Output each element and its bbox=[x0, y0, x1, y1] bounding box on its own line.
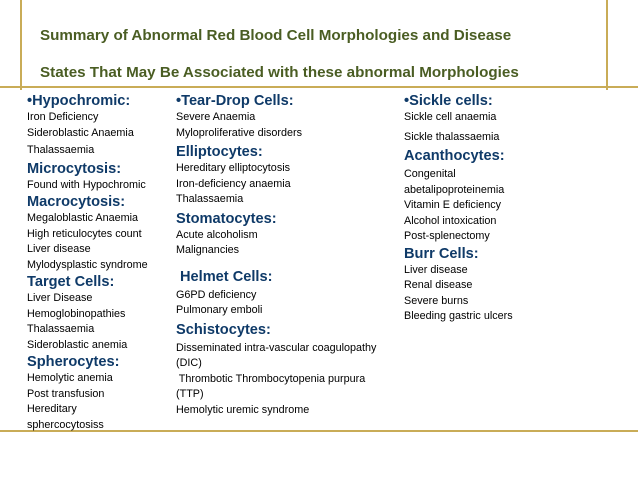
list-item: Found with Hypochromic bbox=[27, 178, 146, 191]
list-item: Thalassaemia bbox=[27, 144, 95, 156]
list-item: Severe burns bbox=[404, 294, 469, 307]
list-item: Sideroblastic anemia bbox=[27, 338, 128, 351]
list-item: Hemoglobinopathies bbox=[27, 307, 126, 320]
heading-microcytosis: Microcytosis: bbox=[27, 160, 122, 177]
list-item: High reticulocytes count bbox=[27, 227, 142, 240]
left-accent-line bbox=[20, 0, 22, 90]
list-item: Post transfusion bbox=[27, 387, 105, 400]
list-item: Malignancies bbox=[176, 244, 240, 256]
list-item: Megaloblastic Anaemia bbox=[27, 212, 139, 224]
slide-title-line-1: Summary of Abnormal Red Blood Cell Morphologies and Disease bbox=[40, 27, 512, 44]
list-item: Renal disease bbox=[404, 279, 473, 291]
list-item: Post-splenectomy bbox=[404, 230, 490, 242]
list-item: Liver Disease bbox=[27, 292, 93, 304]
list-item: (DIC) bbox=[176, 357, 202, 369]
list-item: Myloproliferative disorders bbox=[176, 126, 303, 139]
list-item: Sickle thalassaemia bbox=[404, 130, 500, 143]
list-item: Liver disease bbox=[27, 243, 91, 255]
heading-tear-drop-cells: •Tear-Drop Cells: bbox=[176, 93, 294, 109]
heading-stomatocytes: Stomatocytes: bbox=[176, 210, 277, 227]
heading-spherocytes: Spherocytes: bbox=[27, 354, 120, 370]
heading-acanthocytes: Acanthocytes: bbox=[404, 148, 505, 164]
column-3 bbox=[404, 92, 513, 325]
list-item: Hereditary bbox=[27, 403, 77, 415]
list-item: Iron Deficiency bbox=[27, 111, 99, 123]
list-item: Liver disease bbox=[404, 263, 468, 276]
list-item: Sideroblastic Anaemia bbox=[27, 126, 134, 139]
list-item: Hemolytic uremic syndrome bbox=[176, 403, 310, 416]
list-item: Thalassaemia bbox=[176, 193, 244, 205]
heading-sickle-cells: •Sickle cells: bbox=[404, 93, 493, 109]
right-accent-line bbox=[606, 0, 608, 90]
list-item: Acute alcoholism bbox=[176, 228, 258, 241]
list-item: Mylodysplastic syndrome bbox=[27, 258, 148, 271]
list-item: Severe Anaemia bbox=[176, 111, 256, 123]
heading-macrocytosis: Macrocytosis: bbox=[27, 194, 126, 210]
list-item: Thalassaemia bbox=[27, 323, 95, 335]
list-item: Pulmonary emboli bbox=[176, 304, 263, 316]
heading-target-cells: Target Cells: bbox=[27, 274, 115, 290]
column-2 bbox=[176, 92, 376, 418]
list-item: Hereditary elliptocytosis bbox=[176, 162, 291, 174]
list-item: (TTP) bbox=[176, 388, 204, 400]
heading-elliptocytes: Elliptocytes: bbox=[176, 144, 263, 160]
column-1 bbox=[27, 92, 148, 433]
list-item: Congenital bbox=[404, 168, 456, 180]
list-item: sphercocytosiss bbox=[27, 418, 104, 431]
heading-burr-cells: Burr Cells: bbox=[404, 245, 479, 262]
heading-schistocytes: Schistocytes: bbox=[176, 321, 271, 338]
top-rule bbox=[0, 86, 638, 88]
list-item: Vitamin E deficiency bbox=[404, 199, 502, 211]
list-item: Iron-deficiency anaemia bbox=[176, 177, 291, 190]
heading-helmet-cells: Helmet Cells: bbox=[180, 268, 273, 285]
list-item: Hemolytic anemia bbox=[27, 372, 113, 384]
heading-hypochromic: •Hypochromic: bbox=[27, 93, 131, 109]
list-item: Thrombotic Thrombocytopenia purpura bbox=[176, 372, 366, 385]
list-item: G6PD deficiency bbox=[176, 288, 257, 301]
slide-title-line-2: States That May Be Associated with these abnormal Morphologies bbox=[40, 64, 519, 81]
list-item: Bleeding gastric ulcers bbox=[404, 310, 513, 322]
list-item: Disseminated intra-vascular coagulopathy bbox=[176, 341, 377, 354]
list-item: Sickle cell anaemia bbox=[404, 111, 497, 123]
list-item: abetalipoproteinemia bbox=[404, 183, 505, 196]
list-item: Alcohol intoxication bbox=[404, 214, 497, 227]
